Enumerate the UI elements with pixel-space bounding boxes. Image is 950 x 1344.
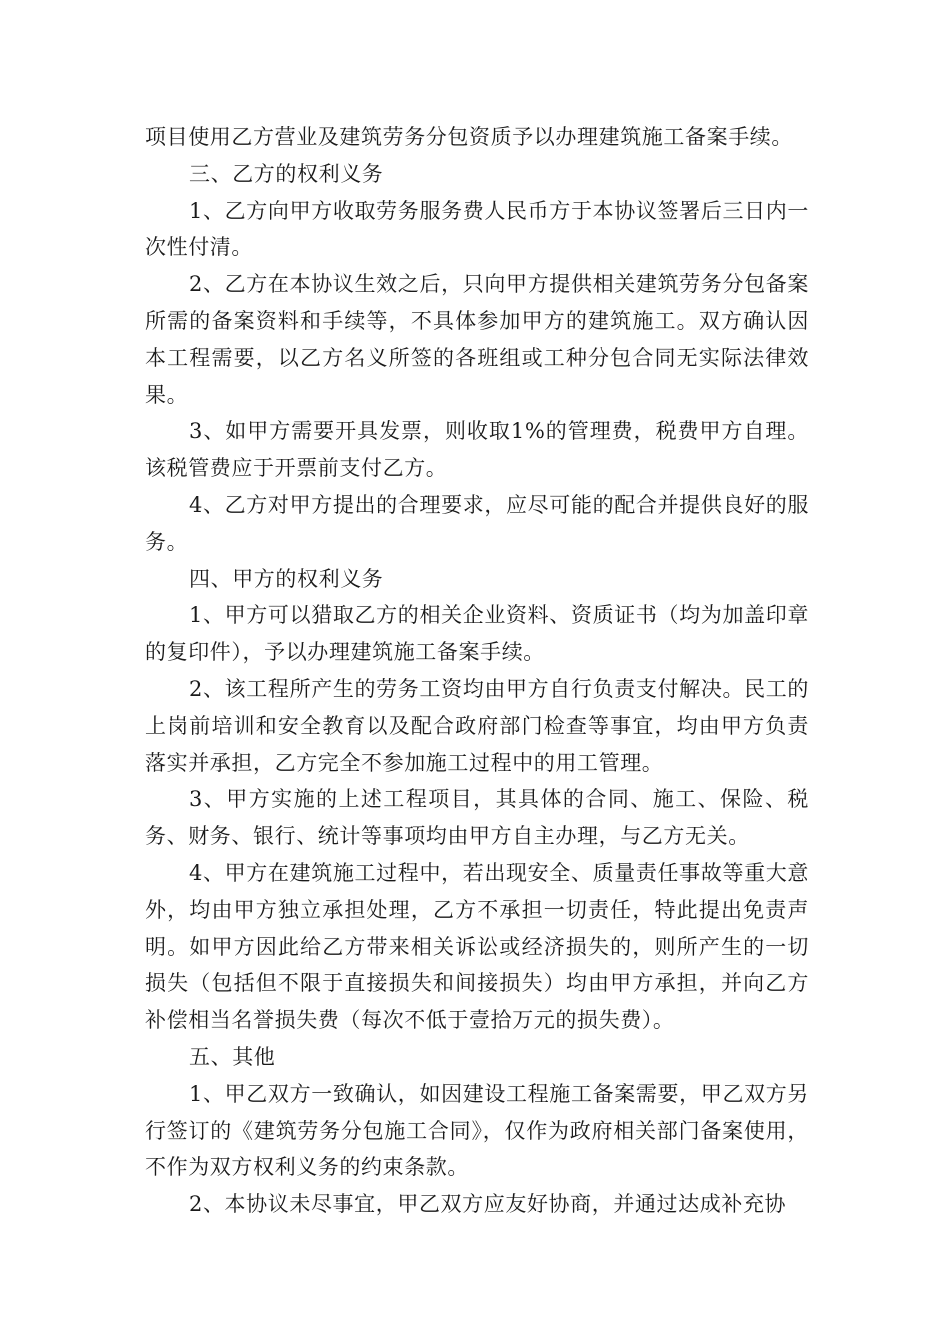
section-heading-party-b-rights: 三、乙方的权利义务	[189, 161, 384, 186]
clause-a-4: 4、甲方在建筑施工过程中，若出现安全、质量责任事故等重大意外，均由甲方独立承担处理，乙方不承担一切责任，特此提出免责声明。如甲方因此给乙方带来相关诉讼或经济损失的，则所产生的一切损失（包括但不限于直接损失和间接损失）均由甲方承担，并向乙方补偿相当名誉损失费（每次不低于壹拾万元的损失费）。	[145, 860, 809, 1033]
clause-a-1: 1、甲方可以猎取乙方的相关企业资料、资质证书（均为加盖印章的复印件），予以办理建筑施工备案手续。	[145, 603, 809, 665]
clause-b-1: 1、乙方向甲方收取劳务服务费人民币方于本协议签署后三日内一次性付清。	[145, 198, 809, 260]
clause-a-2: 2、该工程所产生的劳务工资均由甲方自行负责支付解决。民工的上岗前培训和安全教育以及配合政府部门检查等事宜，均由甲方负责落实并承担，乙方完全不参加施工过程中的用工管理。	[145, 676, 809, 775]
clause-b-2: 2、乙方在本协议生效之后，只向甲方提供相关建筑劳务分包备案所需的备案资料和手续等，不具体参加甲方的建筑施工。双方确认因本工程需要，以乙方名义所签的各班组或工种分包合同无实际法律效果。	[145, 272, 809, 407]
section-heading-party-a-rights: 四、甲方的权利义务	[189, 566, 384, 591]
document-body	[145, 119, 809, 1223]
clause-other-2: 2、本协议未尽事宜，甲乙双方应友好协商，并通过达成补充协	[189, 1192, 787, 1217]
clause-b-3: 3、如甲方需要开具发票，则收取1%的管理费，税费甲方自理。该税管费应于开票前支付乙方。	[145, 419, 809, 481]
section-heading-other: 五、其他	[189, 1044, 276, 1069]
clause-other-1: 1、甲乙双方一致确认，如因建设工程施工备案需要，甲乙双方另行签订的《建筑劳务分包施工合同》，仅作为政府相关部门备案使用，不作为双方权利义务的约束条款。	[145, 1081, 809, 1180]
clause-a-3: 3、甲方实施的上述工程项目，其具体的合同、施工、保险、税务、财务、银行、统计等事项均由甲方自主办理，与乙方无关。	[145, 787, 809, 849]
paragraph-continuation: 项目使用乙方营业及建筑劳务分包资质予以办理建筑施工备案手续。	[145, 125, 793, 149]
clause-b-4: 4、乙方对甲方提出的合理要求，应尽可能的配合并提供良好的服务。	[145, 492, 809, 554]
